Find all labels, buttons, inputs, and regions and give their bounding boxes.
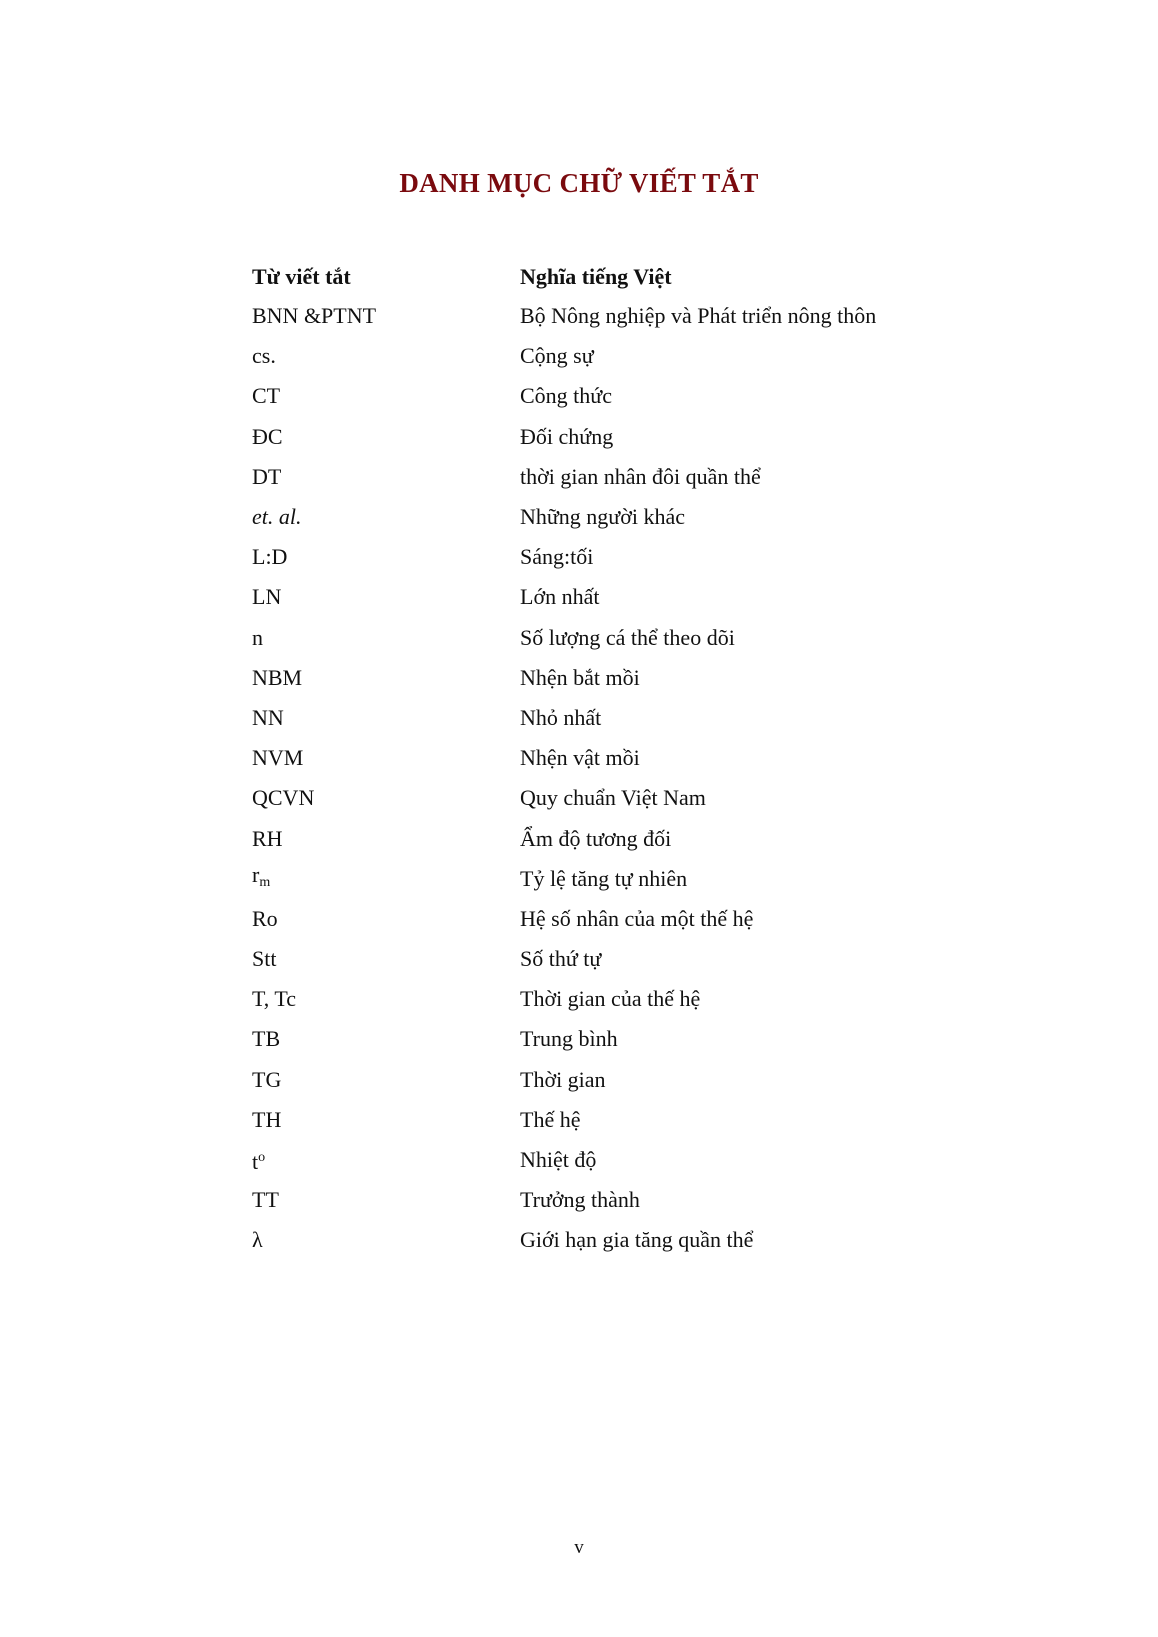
abbreviation-text: ĐC xyxy=(252,423,283,449)
abbreviation-text: CT xyxy=(252,383,281,409)
meaning-cell: Trung bình xyxy=(520,1026,618,1052)
table-row xyxy=(252,1019,952,1059)
meaning-cell: Ẩm độ tương đối xyxy=(520,825,672,851)
column-header-meaning: Nghĩa tiếng Việt xyxy=(520,264,672,289)
abbreviation-text: et. al. xyxy=(252,504,302,530)
abbreviation-text: BNN &PTNT xyxy=(252,303,377,329)
meaning-cell: Những người khác xyxy=(520,504,686,530)
abbreviation-text: RH xyxy=(252,825,283,851)
abbreviation-cell xyxy=(252,826,520,852)
abbreviation-text: NN xyxy=(252,704,284,730)
abbreviation-text: Ro xyxy=(252,905,278,931)
abbreviation-cell xyxy=(252,785,520,811)
table-row xyxy=(252,1140,952,1180)
abbreviation-cell xyxy=(252,1145,520,1175)
meaning-cell: Tỷ lệ tăng tự nhiên xyxy=(520,865,688,891)
page-title: DANH MỤC CHỮ VIẾT TẮT xyxy=(399,168,759,198)
abbreviation-cell xyxy=(252,424,520,450)
abbreviation-cell xyxy=(252,665,520,691)
meaning-cell: Thời gian của thế hệ xyxy=(520,986,701,1012)
table-row xyxy=(252,618,952,658)
table-row xyxy=(252,698,952,738)
table-row xyxy=(252,738,952,778)
abbreviation-text: n xyxy=(252,624,263,650)
abbreviation-cell xyxy=(252,1067,520,1093)
table-row xyxy=(252,1180,952,1220)
meaning-cell: Số thứ tự xyxy=(520,946,602,972)
column-header-abbreviation: Từ viết tắt xyxy=(252,264,351,289)
meaning-cell: Lớn nhất xyxy=(520,584,600,610)
table-row xyxy=(252,818,952,858)
meaning-cell: Sáng:tối xyxy=(520,544,594,570)
abbreviation-subscript: m xyxy=(259,874,271,890)
table-body xyxy=(252,296,952,1261)
table-row xyxy=(252,296,952,336)
abbreviation-cell xyxy=(252,584,520,610)
table-row xyxy=(252,778,952,818)
table-row xyxy=(252,376,952,416)
table-row xyxy=(252,939,952,979)
table-row xyxy=(252,899,952,939)
table-row xyxy=(252,577,952,617)
meaning-cell: Thời gian xyxy=(520,1066,606,1092)
abbreviation-cell xyxy=(252,862,520,896)
abbreviation-text: t xyxy=(252,1149,259,1175)
abbreviation-text: TB xyxy=(252,1026,281,1052)
table-row xyxy=(252,537,952,577)
table-row xyxy=(252,1220,952,1260)
page-number: v xyxy=(574,1537,584,1558)
abbreviation-text: TG xyxy=(252,1066,282,1092)
abbreviation-superscript: o xyxy=(258,1150,266,1166)
table-row xyxy=(252,979,952,1019)
abbreviation-cell xyxy=(252,946,520,972)
table-row xyxy=(252,1060,952,1100)
abbreviation-cell xyxy=(252,1227,520,1253)
abbreviation-text: cs. xyxy=(252,343,276,369)
abbreviation-cell xyxy=(252,303,520,329)
meaning-cell: Số lượng cá thể theo dõi xyxy=(520,624,735,650)
meaning-cell: Nhỏ nhất xyxy=(520,704,602,730)
table-row xyxy=(252,859,952,899)
meaning-cell: Cộng sự xyxy=(520,343,594,369)
abbreviation-text: T, Tc xyxy=(252,986,297,1012)
table-row xyxy=(252,497,952,537)
meaning-cell: Nhện vật mồi xyxy=(520,745,640,771)
table-header-row xyxy=(252,258,952,296)
meaning-cell: Thế hệ xyxy=(520,1106,581,1132)
abbreviation-cell xyxy=(252,464,520,490)
abbreviation-text: TT xyxy=(252,1187,279,1213)
abbreviation-cell xyxy=(252,1026,520,1052)
meaning-cell: Bộ Nông nghiệp và Phát triển nông thôn xyxy=(520,303,877,329)
abbreviation-text: λ xyxy=(252,1227,263,1253)
abbreviation-cell xyxy=(252,343,520,369)
meaning-cell: thời gian nhân đôi quần thể xyxy=(520,463,761,489)
table-row xyxy=(252,336,952,376)
abbreviation-cell xyxy=(252,986,520,1012)
meaning-cell: Công thức xyxy=(520,383,612,409)
abbreviation-cell xyxy=(252,504,520,530)
meaning-cell: Quy chuẩn Việt Nam xyxy=(520,785,706,811)
abbreviation-cell xyxy=(252,383,520,409)
abbreviation-cell xyxy=(252,745,520,771)
abbreviation-cell xyxy=(252,1107,520,1133)
meaning-cell: Hệ số nhân của một thế hệ xyxy=(520,905,754,931)
abbreviation-text: QCVN xyxy=(252,785,315,811)
abbreviation-text: Stt xyxy=(252,946,277,972)
abbreviation-text: DT xyxy=(252,463,282,489)
table-row xyxy=(252,417,952,457)
abbreviation-cell xyxy=(252,544,520,570)
abbreviation-text: L:D xyxy=(252,544,288,570)
abbreviation-table xyxy=(252,258,952,1261)
table-row xyxy=(252,658,952,698)
abbreviation-text: TH xyxy=(252,1106,282,1132)
abbreviation-text: LN xyxy=(252,584,282,610)
abbreviation-cell xyxy=(252,1187,520,1213)
abbreviation-text: r xyxy=(252,861,260,887)
meaning-cell: Đối chứng xyxy=(520,423,614,449)
abbreviation-cell xyxy=(252,705,520,731)
table-row xyxy=(252,1100,952,1140)
abbreviation-text: NBM xyxy=(252,664,303,690)
abbreviation-cell xyxy=(252,906,520,932)
meaning-cell: Nhiệt độ xyxy=(520,1147,597,1173)
table-row xyxy=(252,457,952,497)
abbreviation-text: NVM xyxy=(252,745,304,771)
meaning-cell: Giới hạn gia tăng quần thể xyxy=(520,1227,754,1253)
abbreviation-cell xyxy=(252,625,520,651)
meaning-cell: Trưởng thành xyxy=(520,1187,640,1213)
meaning-cell: Nhện bắt mồi xyxy=(520,664,640,690)
